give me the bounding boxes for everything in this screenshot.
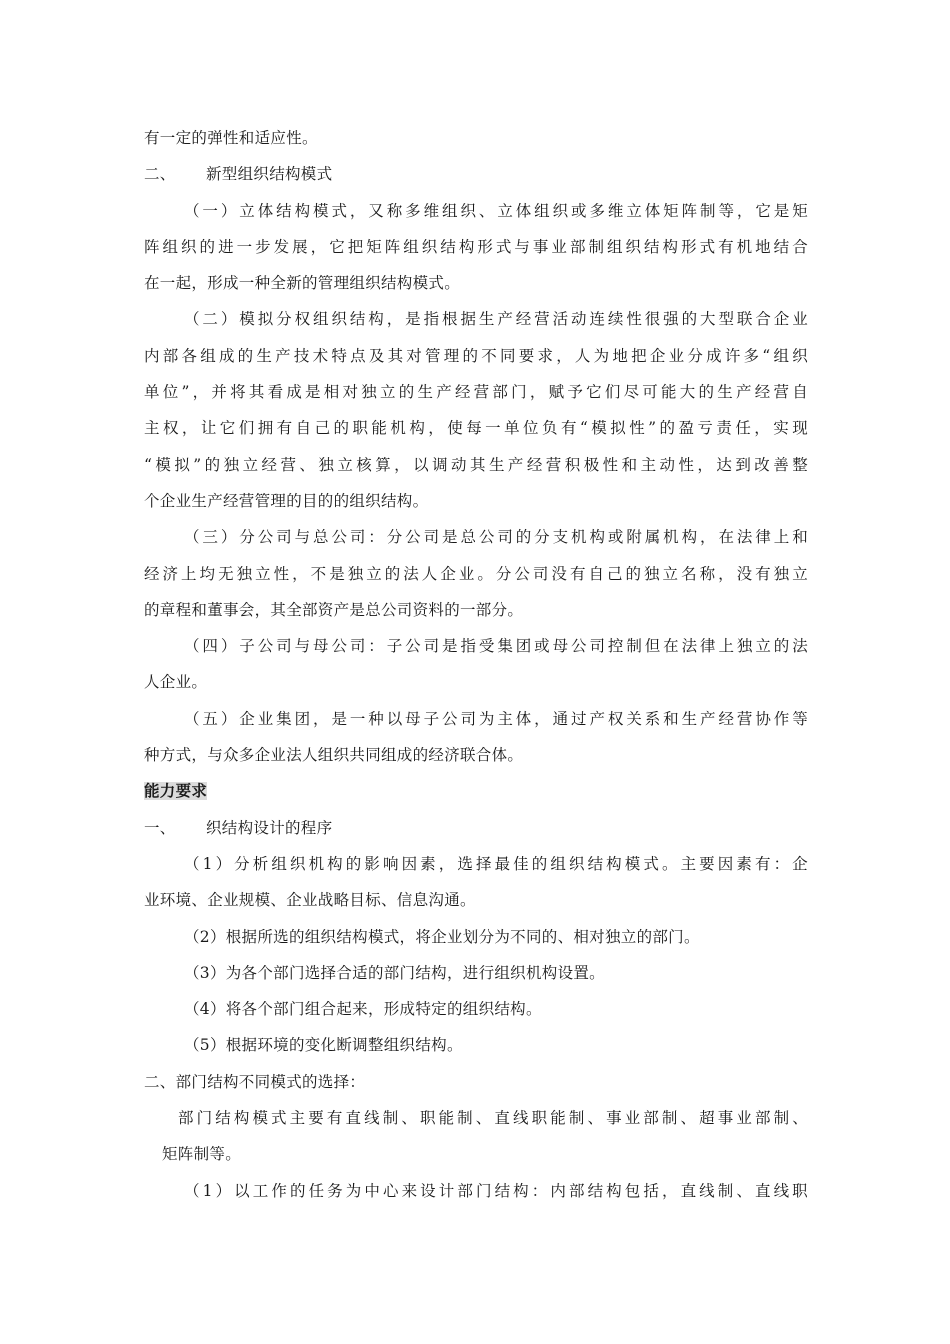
section-number: 一、: [144, 818, 176, 837]
text-line: （二）模拟分权组织结构，是指根据生产经营活动连续性很强的大型联合企业: [184, 310, 808, 329]
text-line: 主权，让它们拥有自己的职能机构，使每一单位负有“模拟性”的盈亏责任，实现: [144, 419, 808, 438]
text-line: （5）根据环境的变化断调整组织结构。: [184, 1036, 463, 1055]
ability-heading-text: 能力要求: [144, 782, 208, 801]
text-line: 矩阵制等。: [162, 1145, 242, 1164]
text-line: 在一起，形成一种全新的管理组织结构模式。: [144, 274, 461, 293]
text-line: （四）子公司与母公司：子公司是指受集团或母公司控制但在法律上独立的法: [184, 637, 808, 656]
text-line: （三）分公司与总公司：分公司是总公司的分支机构或附属机构，在法律上和: [184, 528, 808, 547]
text-line: （1）分析组织机构的影响因素，选择最佳的组织结构模式。主要因素有：企: [184, 854, 808, 873]
section-heading: [144, 156, 808, 192]
section-heading: 二、部门结构不同模式的选择：: [144, 1072, 366, 1091]
text-line: 内部各组成的生产技术特点及其对管理的不同要求，人为地把企业分成许多“组织: [144, 346, 808, 365]
text-line: 个企业生产经营管理的目的的组织结构。: [144, 491, 429, 510]
ability-heading: [144, 773, 808, 809]
text-line: 业环境、企业规模、企业战略目标、信息沟通。: [144, 891, 476, 910]
section-title: 织结构设计的程序: [206, 818, 333, 837]
text-line: 人企业。: [144, 673, 208, 692]
text-line: 部门结构模式主要有直线制、职能制、直线职能制、事业部制、超事业部制、: [178, 1109, 808, 1128]
section-heading: [144, 810, 808, 846]
text-line: （1）以工作的任务为中心来设计部门结构：内部结构包括，直线制、直线职: [184, 1181, 808, 1200]
text-line: 阵组织的进一步发展，它把矩阵组织结构形式与事业部制组织结构形式有机地结合: [144, 237, 808, 256]
section-number: 二、: [144, 165, 176, 184]
text-line: “模拟”的独立经营、独立核算，以调动其生产经营积极性和主动性，达到改善整: [144, 455, 808, 474]
text-line: 有一定的弹性和适应性。: [144, 129, 318, 147]
text-line: （五）企业集团，是一种以母子公司为主体，通过产权关系和生产经营协作等: [184, 709, 808, 728]
text-line: 单位”，并将其看成是相对独立的生产经营部门，赋予它们尽可能大的生产经营自: [144, 383, 808, 402]
section-title: 新型组织结构模式: [206, 165, 333, 184]
text-line: （一）立体结构模式，又称多维组织、立体组织或多维立体矩阵制等，它是矩: [184, 201, 808, 220]
document-page: [144, 120, 808, 1209]
text-line: 的章程和董事会，其全部资产是总公司资料的一部分。: [144, 600, 524, 619]
text-line: （2）根据所选的组织结构模式，将企业划分为不同的、相对独立的部门。: [184, 927, 700, 946]
text-line: （3）为各个部门选择合适的部门结构，进行组织机构设置。: [184, 963, 605, 982]
text-line: 种方式，与众多企业法人组织共同组成的经济联合体。: [144, 746, 524, 765]
text-line: （4）将各个部门组合起来，形成特定的组织结构。: [184, 1000, 542, 1019]
text-line: 经济上均无独立性，不是独立的法人企业。分公司没有自己的独立名称，没有独立: [144, 564, 808, 583]
